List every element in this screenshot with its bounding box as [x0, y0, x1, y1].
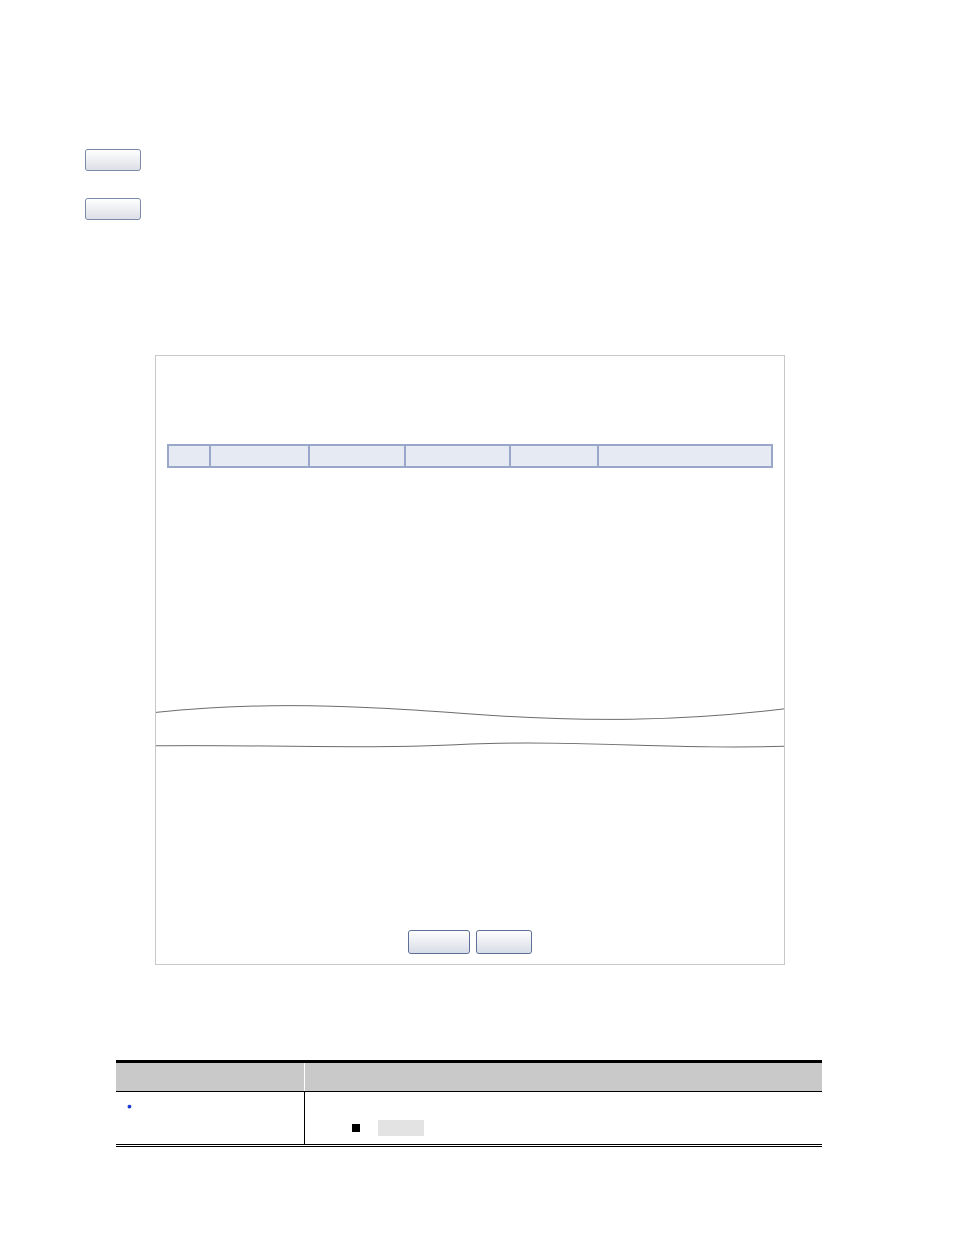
- reset-button-image: [85, 198, 141, 220]
- header-afat-mode: [405, 445, 510, 467]
- header-power-allocation: [598, 445, 772, 467]
- poe-config-screenshot: [155, 355, 785, 965]
- square-bullet-icon: [352, 1124, 360, 1132]
- apply-button-image: [85, 149, 141, 171]
- bullet-icon: •: [127, 1098, 132, 1114]
- fields-table: [116, 1060, 822, 1147]
- fields-table-row: [116, 1092, 822, 1147]
- figure-apply-button[interactable]: [408, 930, 470, 954]
- figure-reset-button[interactable]: [476, 930, 532, 954]
- header-poe-mode: [210, 445, 309, 467]
- header-schedule: [309, 445, 405, 467]
- poe-config-table: [167, 444, 773, 468]
- header-port: [168, 445, 210, 467]
- page-break-tear: [155, 704, 785, 750]
- header-priority: [510, 445, 598, 467]
- fields-table-header: [116, 1063, 822, 1092]
- highlighted-value: [378, 1120, 424, 1136]
